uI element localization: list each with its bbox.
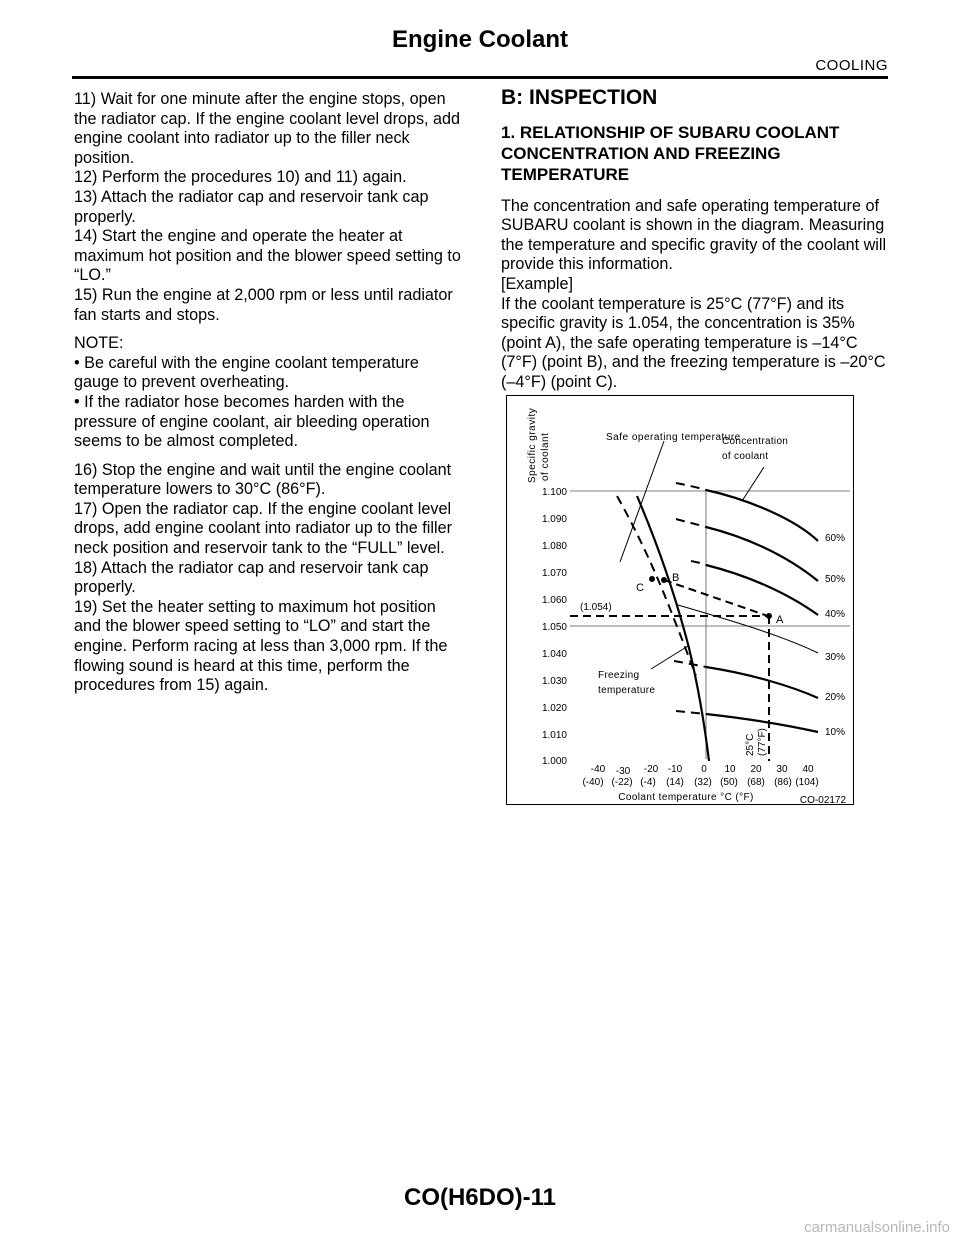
step-15: 15) Run the engine at 2,000 rpm or less until radiator fan starts and stops.: [74, 285, 453, 324]
relationship-heading: 1. RELATIONSHIP OF SUBARU COOLANT CONCENTRATION AND FREEZING TEMPERATURE: [501, 122, 840, 184]
point-b-label: B: [672, 572, 680, 584]
y-axis-label: Specific gravity: [527, 407, 538, 483]
y-tick-label: 1.020: [541, 703, 567, 714]
x-tick-c: 0: [701, 764, 707, 775]
figure-id: CO-02172: [799, 795, 847, 805]
step-12: 12) Perform the procedures 10) and 11) again.: [74, 168, 407, 187]
coolant-diagram: [506, 395, 854, 805]
y-tick-label: 1.030: [541, 676, 567, 687]
step-11: 11) Wait for one minute after the engine stops, open the radiator cap. If the engine coolant level drops, add engine coolant into radiator up to the filler neck position.: [74, 90, 461, 167]
x-tick-f: (32): [694, 777, 712, 788]
concentration-label: Concentration: [722, 436, 789, 447]
y-axis-label-2: of coolant: [540, 432, 551, 481]
x-tick-f: (-40): [582, 777, 604, 788]
y-tick-label: 1.090: [541, 514, 567, 525]
x-tick-f: (104): [795, 777, 819, 788]
note-item-2: • If the radiator hose becomes harden with the pressure of engine coolant, air bleeding operation seems to be almost completed.: [74, 392, 430, 451]
y-tick-label: 1.050: [541, 622, 567, 633]
point-c-label: C: [636, 582, 644, 594]
step-17: 17) Open the radiator cap. If the engine coolant level drops, add engine coolant into radiator up to the filler neck position and reservoir tank to the “FULL” level.: [74, 499, 452, 558]
concentration-value: 20%: [825, 692, 846, 703]
example-paragraph: If the coolant temperature is 25°C (77°F) and its specific gravity is 1.054, the concentration is 35% (point A), the safe operating temperature is –14°C (7°F) (point B), and the freezing temperature is –20°C (–4°F) (point C).: [501, 294, 886, 391]
freezing-label: Freezing: [598, 670, 640, 681]
x-tick-f: (-22): [611, 777, 633, 788]
right-column: [501, 88, 888, 393]
x-tick-c: 20: [750, 764, 762, 775]
page-number: CO(H6DO)-11: [403, 1184, 557, 1211]
x-tick-c: -20: [643, 764, 659, 775]
concentration-label-2: of coolant: [722, 451, 769, 462]
x-tick-c: -10: [667, 764, 683, 775]
inspection-heading: B: INSPECTION: [501, 86, 658, 109]
y-tick-label: 1.040: [541, 649, 567, 660]
left-column: [74, 90, 461, 696]
note-label: NOTE:: [74, 334, 124, 353]
point-a-label: A: [776, 614, 784, 626]
header-rule: [72, 76, 888, 79]
x-tick-c: -30: [615, 766, 631, 777]
y-tick-label: 1.070: [541, 568, 567, 579]
section-name: COOLING: [815, 57, 888, 74]
concentration-value: 50%: [825, 574, 846, 585]
y-tick-label: 1.000: [541, 756, 567, 767]
watermark: carmanualsonline.info: [804, 1219, 950, 1236]
concentration-value: 30%: [825, 652, 846, 663]
intro-paragraph: The concentration and safe operating temperature of SUBARU coolant is shown in the diagram. Measuring the temperature and specific gravity of the coolant will provide this information.: [501, 196, 887, 274]
note-item-1: • Be careful with the engine coolant temperature gauge to prevent overheating.: [74, 353, 419, 392]
temperature-marker-f: (77°F): [757, 728, 768, 756]
x-axis-label: Coolant temperature °C (°F): [618, 792, 754, 803]
x-tick-f: (14): [666, 777, 684, 788]
freezing-label-2: temperature: [598, 685, 656, 696]
example-label: [Example]: [501, 274, 573, 293]
page-title: Engine Coolant: [392, 26, 568, 53]
x-tick-c: 30: [776, 764, 788, 775]
x-tick-f: (68): [747, 777, 765, 788]
concentration-value: 60%: [825, 533, 846, 544]
x-tick-f: (50): [720, 777, 738, 788]
x-tick-f: (86): [774, 777, 792, 788]
x-tick-c: 10: [724, 764, 736, 775]
point-a-marker: [766, 613, 772, 619]
y-tick-label: 1.010: [541, 730, 567, 741]
step-13: 13) Attach the radiator cap and reservoir tank cap properly.: [74, 187, 429, 226]
y-tick-label: 1.080: [541, 541, 567, 552]
x-tick-f: (-4): [640, 777, 656, 788]
y-tick-label: 1.060: [541, 595, 567, 606]
y-tick-label: 1.100: [541, 487, 567, 498]
point-b-marker: [661, 577, 667, 583]
temperature-marker-c: 25°C: [745, 733, 756, 756]
safe-operating-label: Safe operating temperature: [606, 432, 741, 443]
step-19: 19) Set the heater setting to maximum hot position and the blower speed setting to “LO” and start the engine. Perform racing at less than 3,000 rpm. If the flowing sound is heard at this time, perform the procedures from 15) again.: [74, 597, 448, 695]
x-tick-c: 40: [802, 764, 814, 775]
x-tick-c: -40: [590, 764, 606, 775]
step-18: 18) Attach the radiator cap and reservoir tank cap properly.: [74, 558, 429, 597]
concentration-value: 40%: [825, 609, 846, 620]
gravity-value-label: (1.054): [580, 602, 612, 613]
step-16: 16) Stop the engine and wait until the engine coolant temperature lowers to 30°C (86°F).: [74, 460, 452, 499]
concentration-value: 10%: [825, 727, 846, 738]
step-14: 14) Start the engine and operate the heater at maximum hot position and the blower speed setting to “LO.”: [74, 227, 461, 285]
point-c-marker: [649, 576, 655, 582]
